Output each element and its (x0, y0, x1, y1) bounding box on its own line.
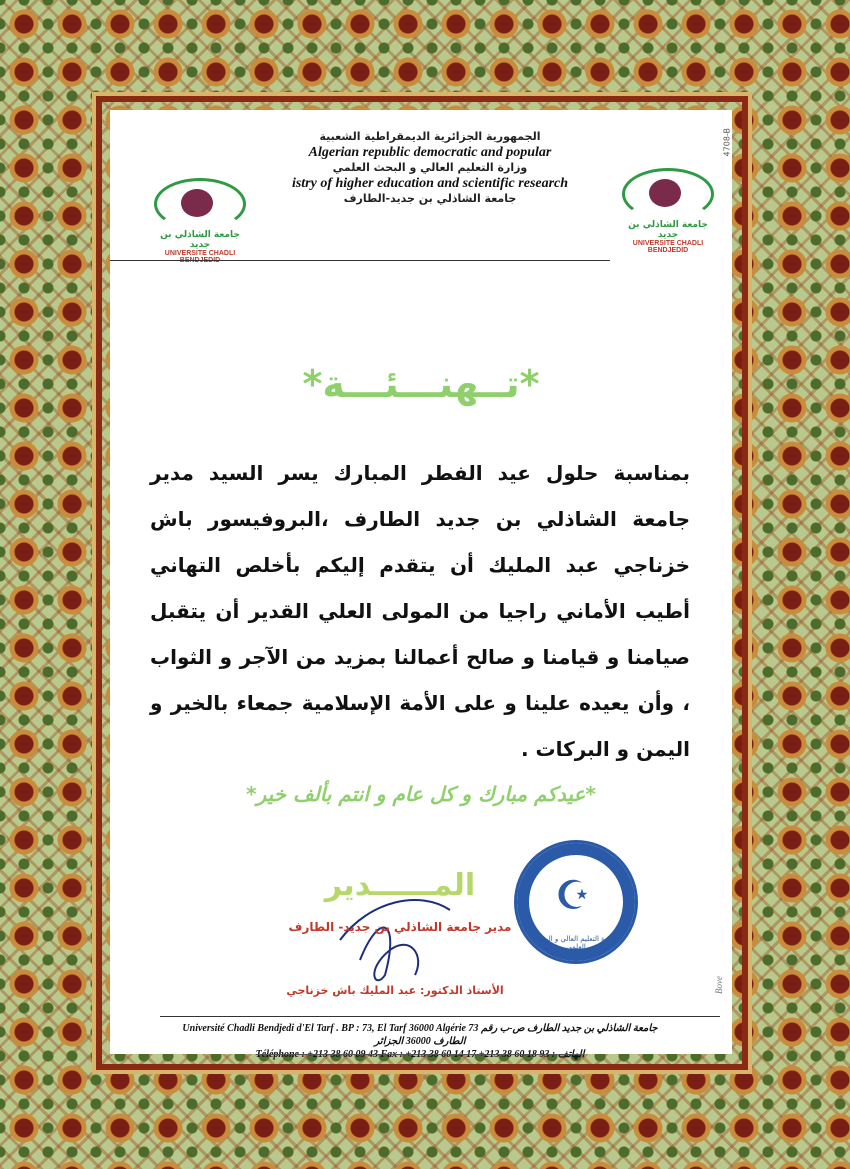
header-line-4: istry of higher education and scientific research (291, 176, 569, 191)
logo-name-en: UNIVERSITE CHADLI BENDJEDID (632, 240, 704, 254)
logo-mark-icon (154, 178, 246, 230)
header-line-3: وزارة التعليم العالي و البحث العلمي (332, 161, 528, 174)
university-logo-left (150, 178, 250, 264)
letterhead (260, 130, 600, 206)
header-line-1: الجمهورية الجزائرية الديمقراطية الشعبية (319, 130, 541, 143)
director-name: الأستاذ الدكتور: عبد المليك باش خزناجي (286, 984, 504, 997)
side-mark: Bove (714, 976, 724, 994)
logo-name-ar: جامعة الشاذلي بن جديد (628, 220, 708, 240)
university-logo-right (618, 168, 718, 254)
logo-name-ar: جامعة الشاذلي بن جديد (160, 230, 240, 250)
header-line-5: جامعة الشاذلي بن جديد-الطارف (343, 192, 517, 205)
stamp-text: وزارة التعليم العالي و البحث العلمي (535, 935, 617, 951)
logo-name-en: UNIVERSITE CHADLI BENDJEDID (164, 250, 236, 264)
certificate-title: *تــهنـــئـــة* (302, 362, 540, 406)
greeting-body: بمناسبة حلول عيد الفطر المبارك يسر السيد مدير جامعة الشاذلي بن جديد الطارف ،البروفيسور باش خزناجي عبد المليك أن يتقدم إليكم بأخلص التهاني أطيب الأماني راجيا من المولى العلي القدير أن يتقبل صيامنا و قيامنا و صالح أعمالنا بمزيد من الآجر و الثواب ، وأن يعيده علينا و على الأمة الإسلامية جمعاء بالخير و اليمن و البركات . (150, 461, 690, 761)
signature-icon (330, 880, 470, 990)
corner-code: 4708-B (722, 128, 731, 157)
footer-phone: Téléphone : +213 38 60 09 43 Fax : +213 38 60 14 17 +213 38 60 18 93 : الهاتف (255, 1049, 585, 1060)
certificate-paper (110, 110, 732, 1060)
footer-address-2: الطارف 36000 الجزائر (374, 1036, 466, 1047)
logo-mark-icon (622, 168, 714, 220)
footer-address: Université Chadli Bendjedi d'El Tarf . BP : 73, El Tarf 36000 Algérie 73 جامعة الشاذلي بن جديد الطارف ص-ب رقم (182, 1023, 658, 1034)
footer-divider (160, 1016, 720, 1017)
footer (120, 1022, 720, 1061)
closing-wish: *عيدكم مبارك و كل عام و انتم بألف خير* (246, 782, 596, 806)
director-heading: المــــــدير (324, 868, 476, 903)
header-divider (110, 260, 610, 261)
director-role: مدير جامعة الشاذلي بن جديد- الطارف (288, 920, 512, 934)
header-line-2: Algerian republic democratic and popular (308, 145, 552, 160)
official-stamp-icon (514, 840, 638, 964)
